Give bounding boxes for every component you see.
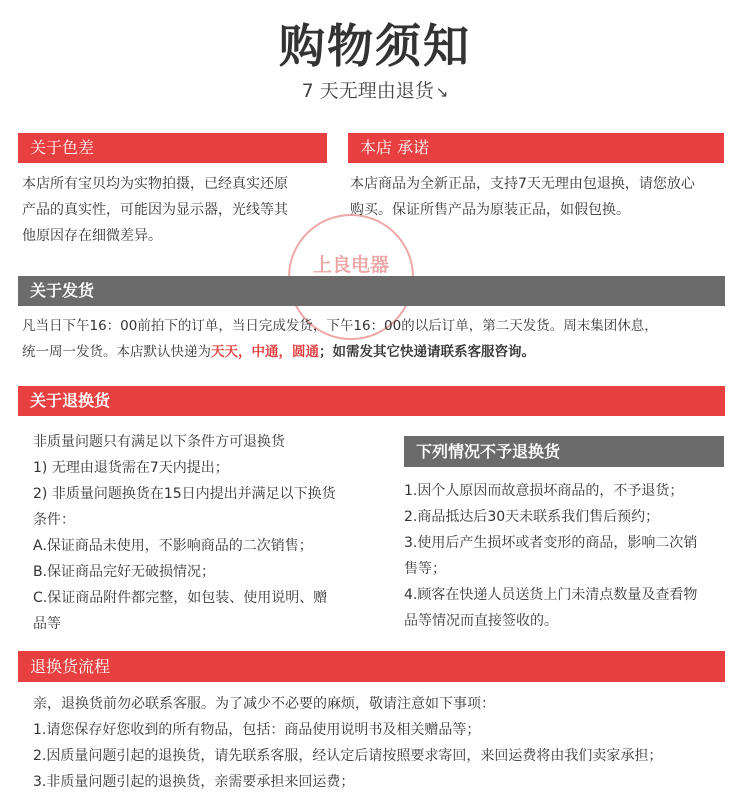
returns-condition-line: 品等 bbox=[33, 616, 61, 632]
returns-heading: 关于退换货 bbox=[18, 386, 725, 416]
shipping-line-2-suffix: ；如需发其它快递请联系客服咨询。 bbox=[319, 344, 535, 360]
promise-text bbox=[350, 171, 730, 223]
promise-heading: 本店 承诺 bbox=[348, 133, 724, 163]
returns-condition-line: 条件： bbox=[33, 512, 75, 528]
promise-line: 本店商品为全新正品，支持7天无理由包退换，请您放心 bbox=[350, 176, 695, 192]
color-diff-line: 他原因存在细微差异。 bbox=[22, 228, 162, 244]
color-diff-line: 产品的真实性，可能因为显示器，光线等其 bbox=[22, 202, 288, 218]
subtitle-text: 7 天无理由退货 bbox=[301, 80, 434, 102]
no-return-line: 售等； bbox=[404, 561, 446, 577]
shipping-line-2-prefix: 统一周一发货。本店默认快递为 bbox=[22, 344, 211, 360]
process-heading: 退换货流程 bbox=[18, 651, 725, 682]
process-list bbox=[33, 691, 738, 795]
arrow-down-right-icon: ↘ bbox=[435, 83, 449, 101]
promise-line: 购买。保证所售产品为原装正品，如假包换。 bbox=[350, 202, 630, 218]
courier-tiantian: 天天 bbox=[211, 344, 238, 360]
courier-sep: ， bbox=[278, 344, 292, 360]
no-return-heading: 下列情况不予退换货 bbox=[404, 436, 724, 467]
shipping-heading: 关于发货 bbox=[18, 276, 725, 306]
courier-yuantong: 圆通 bbox=[292, 344, 319, 360]
process-line: 3.非质量问题引起的退换货，亲需要承担来回运费； bbox=[33, 774, 355, 790]
no-return-line: 2.商品抵达后30天未联系我们售后预约； bbox=[404, 509, 660, 525]
returns-condition-line: 2) 非质量问题换货在15日内提出并满足以下换货 bbox=[33, 486, 336, 502]
returns-condition-line: 非质量问题只有满足以下条件方可退换货 bbox=[33, 434, 285, 450]
no-return-line: 4.顾客在快递人员送货上门未清点数量及查看物 bbox=[404, 587, 698, 603]
page-subtitle bbox=[0, 76, 750, 103]
process-line: 1.请您保存好您收到的所有物品，包括：商品使用说明书及相关赠品等； bbox=[33, 722, 481, 738]
shipping-text bbox=[22, 313, 742, 365]
color-diff-text bbox=[22, 171, 332, 249]
process-line: 亲，退换货前勿必联系客服。为了减少不必要的麻烦，敬请注意如下事项： bbox=[33, 696, 495, 712]
no-return-line: 1.因个人原因而故意损坏商品的，不予退货； bbox=[404, 483, 684, 499]
no-return-list bbox=[404, 478, 734, 634]
returns-condition-line: A.保证商品未使用，不影响商品的二次销售； bbox=[33, 538, 313, 554]
courier-zhongtong: 中通 bbox=[251, 344, 279, 360]
no-return-line: 品等情况而直接签收的。 bbox=[404, 613, 558, 629]
returns-conditions bbox=[33, 429, 378, 637]
color-diff-line: 本店所有宝贝均为实物拍摄，已经真实还原 bbox=[22, 176, 288, 192]
watermark-line: 上良电器 bbox=[312, 254, 389, 276]
returns-condition-line: B.保证商品完好无破损情况； bbox=[33, 564, 216, 580]
page-title: 购物须知 bbox=[279, 19, 471, 73]
shipping-line-2 bbox=[22, 339, 742, 365]
shipping-line-1: 凡当日下午16：00前拍下的订单，当日完成发货，下午16：00的以后订单，第二天发货。周末集团休息， bbox=[22, 318, 658, 334]
courier-sep: ， bbox=[238, 344, 252, 360]
no-return-line: 3.使用后产生损坏或者变形的商品，影响二次销 bbox=[404, 535, 698, 551]
returns-condition-line: 1) 无理由退货需在7天内提出； bbox=[33, 460, 229, 476]
returns-condition-line: C.保证商品附件都完整，如包装、使用说明、赠 bbox=[33, 590, 328, 606]
process-line: 2.因质量问题引起的退换货，请先联系客服，经认定后请按照要求寄回，来回运费将由我们卖家承担； bbox=[33, 748, 663, 764]
color-diff-heading: 关于色差 bbox=[18, 133, 327, 163]
